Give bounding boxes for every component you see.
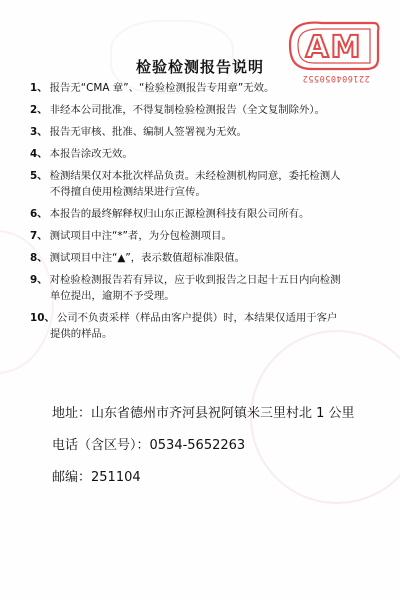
- note-number: 8、: [30, 252, 48, 264]
- note-item-7: [30, 228, 370, 244]
- note-item-9: [30, 272, 370, 304]
- cma-seal-text: AM: [305, 30, 363, 65]
- contact-block: [52, 404, 382, 500]
- note-text-continued: 单位提出，逾期不予受理。: [50, 290, 175, 302]
- note-item-6: [30, 206, 370, 222]
- note-number: 4、: [30, 148, 48, 160]
- note-text: 公司不负责采样（样品由客户提供）时，本结果仅适用于客户: [56, 312, 338, 324]
- note-text: 本报告涂改无效。: [49, 148, 133, 160]
- note-text: 报告无审核、批准、编制人签署视为无效。: [49, 126, 248, 138]
- note-text: 测试项目中注“▲”，表示数值超标准限值。: [49, 252, 246, 264]
- note-text: 本报告的最终解释权归山东正源检测科技有限公司所有。: [49, 208, 310, 220]
- note-number: 2、: [30, 104, 48, 116]
- note-text-continued: 不得擅自使用检测结果进行宣传。: [50, 186, 206, 198]
- note-number: 7、: [30, 230, 48, 242]
- note-number: 9、: [30, 274, 48, 286]
- note-text: 非经本公司批准，不得复制检验检测报告（全文复制除外）。: [49, 104, 325, 116]
- note-number: 1、: [30, 82, 48, 94]
- note-text-continued: 提供的样品。: [50, 328, 113, 340]
- postcode-line: 邮编：251104: [52, 470, 141, 485]
- note-item-5: [30, 168, 370, 200]
- address-line: 地址：山东省德州市齐河县祝阿镇米三里村北 1 公里: [52, 406, 355, 421]
- note-number: 3、: [30, 126, 48, 138]
- note-text: 测试项目中注“*”者，为分包检测项目。: [49, 230, 232, 242]
- note-item-8: [30, 250, 370, 266]
- phone-line: 电话（含区号）：0534-5652263: [52, 438, 246, 453]
- note-item-10: [30, 310, 370, 342]
- note-item-1: [30, 80, 370, 96]
- note-text: 报告无“CMA 章”、“检验检测报告专用章”无效。: [49, 82, 275, 94]
- note-number: 10、: [30, 312, 55, 324]
- page-title: 检验检测报告说明: [135, 58, 264, 76]
- cma-certificate-number: 221604050552: [302, 73, 370, 83]
- notes-list: [30, 80, 370, 348]
- note-item-2: [30, 102, 370, 118]
- note-item-3: [30, 124, 370, 140]
- note-text: 对检验检测报告若有异议，应于收到报告之日起十五日内向检测: [49, 274, 341, 286]
- note-text: 检测结果仅对本批次样品负责。未经检测机构同意，委托检测人: [49, 170, 341, 182]
- note-number: 5、: [30, 170, 48, 182]
- note-number: 6、: [30, 208, 48, 220]
- note-item-4: [30, 146, 370, 162]
